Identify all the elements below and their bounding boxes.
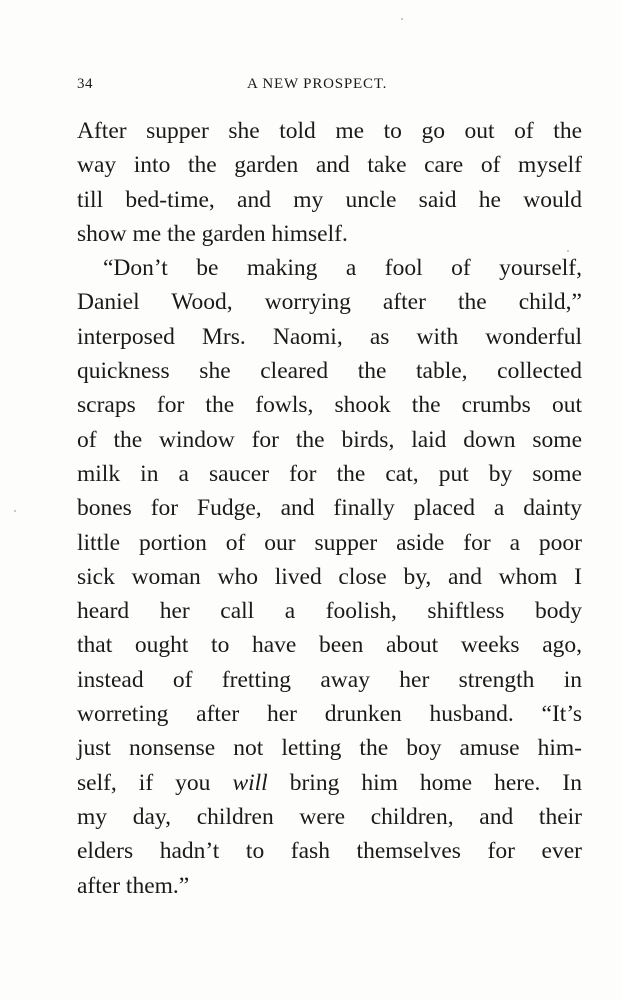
- text-fragment: self, if you: [77, 769, 233, 796]
- text-line: bones for Fudge, and finally placed a dainty: [77, 495, 582, 522]
- text-line: worreting after her drunken husband. “It’s: [77, 701, 582, 728]
- text-fragment: bring him home here. In: [267, 769, 582, 796]
- paper-speck: [401, 18, 403, 20]
- text-line: scraps for the fowls, shook the crumbs out: [77, 392, 582, 419]
- text-line: milk in a saucer for the cat, put by some: [77, 460, 582, 487]
- paper-speck: [14, 510, 16, 512]
- text-line: after them.”: [77, 872, 190, 899]
- text-line: quickness she cleared the table, collected: [77, 358, 582, 385]
- text-line: After supper she told me to go out of the: [77, 118, 582, 144]
- text-line: elders hadn’t to fash themselves for ever: [77, 838, 582, 865]
- text-line: instead of fretting away her strength in: [77, 666, 582, 693]
- page-header: [77, 76, 579, 100]
- text-line: “Don’t be making a fool of yourself,: [103, 255, 582, 282]
- text-line: little portion of our supper aside for a poor: [77, 529, 582, 556]
- text-line: way into the garden and take care of myself: [77, 152, 582, 179]
- text-line: interposed Mrs. Naomi, as with wonderful: [77, 323, 582, 350]
- text-line: show me the garden himself.: [77, 220, 348, 247]
- italic-word: will: [232, 769, 268, 796]
- body-text: [77, 114, 587, 903]
- text-line: Daniel Wood, worrying after the child,”: [77, 289, 582, 316]
- page-number: 34: [77, 76, 93, 92]
- text-line: sick woman who lived close by, and whom I: [77, 563, 582, 590]
- text-line-with-italic: [77, 766, 582, 800]
- text-line: just nonsense not letting the boy amuse him-: [77, 735, 582, 762]
- text-line: that ought to have been about weeks ago,: [77, 632, 582, 659]
- running-head: A NEW PROSPECT.: [247, 76, 388, 92]
- paragraph-1: [77, 114, 587, 251]
- text-line: of the window for the birds, laid down some: [77, 426, 582, 453]
- text-line: my day, children were children, and their: [77, 803, 582, 830]
- paragraph-2: [77, 251, 587, 903]
- text-line: till bed-time, and my uncle said he would: [77, 186, 582, 213]
- text-line: heard her call a foolish, shiftless body: [77, 598, 582, 625]
